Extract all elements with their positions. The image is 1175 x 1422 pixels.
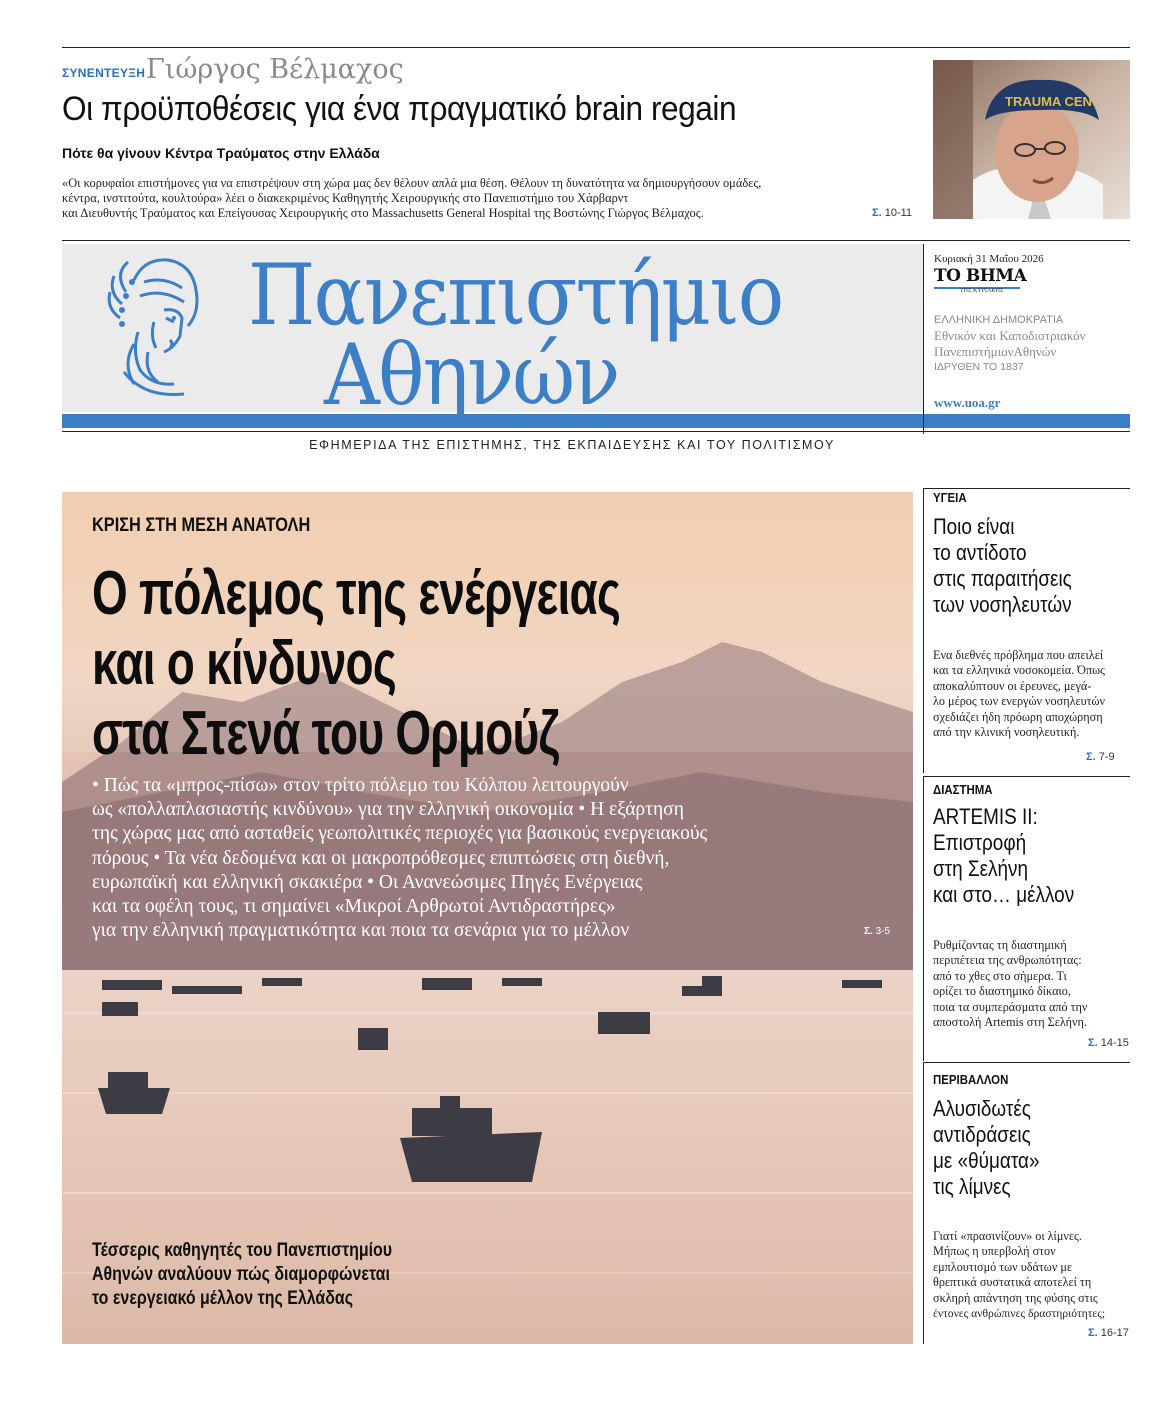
space-headline-line: στη Σελήνη xyxy=(933,856,1029,881)
divider xyxy=(923,488,924,773)
main-headline[interactable]: Ο πόλεμος της ενέργειας xyxy=(92,559,621,628)
ref-pages: 16-17 xyxy=(1100,1327,1129,1339)
health-headline[interactable] xyxy=(933,514,1072,618)
deck-line: ως «πολλαπλασιαστής κινδύνου» για την ελληνική οικονομία • Η εξάρτηση xyxy=(92,799,684,821)
ref-pages: 10-11 xyxy=(884,207,913,219)
section-label-space: ΔΙΑΣΤΗΜΑ xyxy=(933,782,993,797)
main-page-ref[interactable] xyxy=(864,926,890,937)
cap-text: TRAUMA CEN xyxy=(1005,94,1092,109)
ref-pages: 14-15 xyxy=(1100,1037,1129,1049)
ref-prefix: Σ. xyxy=(1086,751,1096,763)
space-headline[interactable] xyxy=(933,804,1074,908)
health-headline-line: το αντίδοτο xyxy=(933,540,1027,565)
health-body-line: Ενα διεθνές πρόβλημα που απειλεί xyxy=(933,648,1104,662)
section-label-environment: ΠΕΡΙΒΑΛΛΟΝ xyxy=(933,1072,1009,1087)
caption-line: Αθηνών αναλύουν πώς διαμορφώνεται xyxy=(92,1264,390,1285)
deck-line: πόρους • Τα νέα δεδομένα και οι μακροπρόθεσμες επιπτώσεις στη διεθνή, xyxy=(92,847,670,869)
ref-pages: 7-9 xyxy=(1098,751,1115,763)
environment-headline-line: τις λίμνες xyxy=(933,1174,1011,1199)
main-headline[interactable]: και ο κίνδυνος xyxy=(92,629,396,698)
masthead-tagline: ΕΦΗΜΕΡΙΔΑ ΤΗΣ ΕΠΙΣΤΗΜΗΣ, ΤΗΣ ΕΚΠΑΙΔΕΥΣΗΣ ΚΑΙ ΤΟΥ ΠΟΛΙΤΙΣΜΟΥ xyxy=(309,438,835,452)
health-page-ref[interactable] xyxy=(1086,751,1115,763)
deck-line: • Πώς τα «μπρος-πίσω» στον τρίτο πόλεμο του Κόλπου λειτουργούν xyxy=(92,775,629,796)
health-headline-line: στις παραιτήσεις xyxy=(933,566,1072,591)
ref-prefix: Σ. xyxy=(1088,1037,1098,1049)
space-body-line: από το χθες στο σήμερα. Τι xyxy=(933,968,1067,983)
interview-body-line: και Διευθυντής Τραύματος και Επείγουσας Χειρουργικής στο Massachusetts General Hospital της Βοστώνης Γιώργος Βέλμαχος. xyxy=(62,206,704,220)
divider xyxy=(923,776,924,1061)
interview-title[interactable]: Οι προϋποθέσεις για ένα πραγματικό brain regain xyxy=(62,90,737,128)
space-body-line: ποια τα συμπεράσματα από την xyxy=(933,999,1088,1014)
section-label-health: ΥΓΕΙΑ xyxy=(933,490,967,505)
environment-body-line: εμπλουτισμό των υδάτων με xyxy=(933,1259,1073,1274)
caption-line: Τέσσερις καθηγητές του Πανεπιστημίου xyxy=(92,1240,393,1261)
deck-line: για την ελληνική πραγματικότητα και ποια τα σενάρια για το μέλλον xyxy=(92,920,630,942)
health-headline-line: των νοσηλευτών xyxy=(933,592,1072,617)
health-body-line: και τα ελληνικά νοσοκομεία. Όπως xyxy=(933,663,1105,678)
university-name-line1: Εθνικόν και Καποδιστριακόν xyxy=(934,328,1086,343)
environment-body-line: έντονες ανθρώπινες δραστηριότητες; xyxy=(933,1307,1106,1321)
space-body-line: ορίζει το διαστημικό δίκαιο, xyxy=(933,984,1071,999)
to-vima-logo[interactable]: ΤΟ ΒΗΜΑ xyxy=(934,266,1027,286)
interview-page-ref[interactable] xyxy=(872,207,912,219)
space-headline-line: Επιστροφή xyxy=(933,830,1027,855)
ref-prefix: Σ. xyxy=(872,207,882,219)
divider xyxy=(62,431,1130,432)
environment-body-line: Γιατί «πρασινίζουν» οι λίμνες. xyxy=(933,1229,1082,1243)
divider xyxy=(923,776,1130,777)
interview-body xyxy=(62,176,912,221)
masthead-title-line1[interactable]: Πανεπιστήμιο xyxy=(248,246,783,344)
space-page-ref[interactable] xyxy=(1088,1037,1129,1049)
divider xyxy=(923,244,924,434)
divider xyxy=(62,240,1130,241)
university-name-line2: ΠανεπιστήμιονΑθηνών xyxy=(934,344,1057,359)
environment-headline[interactable] xyxy=(933,1096,1039,1200)
health-body xyxy=(933,648,1133,740)
divider xyxy=(923,1062,1130,1063)
deck-line: και τα οφέλη τους, τι σημαίνει «Μικροί Αρθρωτοί Αντιδραστήρες» xyxy=(92,896,616,918)
divider xyxy=(923,488,1130,489)
environment-page-ref[interactable] xyxy=(1088,1327,1129,1339)
ref-pages: 3-5 xyxy=(875,926,891,937)
space-headline-line: και στο… μέλλον xyxy=(933,882,1075,907)
main-kicker: ΚΡΙΣΗ ΣΤΗ ΜΕΣΗ ΑΝΑΤΟΛΗ xyxy=(92,515,311,536)
republic-label: ΕΛΛΗΝΙΚΗ ΔΗΜΟΚΡΑΤΙΑ xyxy=(934,314,1064,326)
space-headline-line: ARTEMIS II: xyxy=(933,804,1038,829)
environment-body-line: σκληρή απάντηση της φύσης στις xyxy=(933,1290,1098,1305)
environment-headline-line: με «θύματα» xyxy=(933,1148,1040,1173)
masthead-title-line2[interactable]: Αθηνών xyxy=(324,326,619,424)
health-body-line: σχεδιάζει ήδη πρόωρη αποχώρηση xyxy=(933,709,1103,724)
environment-body-line: Μήπως η υπερβολή στον xyxy=(933,1244,1056,1259)
portrait-photo xyxy=(933,60,1130,219)
space-body-line: αποστολή Artemis στη Σελήνη. xyxy=(933,1015,1087,1030)
space-body-line: Ρυθμίζοντας τη διαστημική xyxy=(933,938,1067,952)
space-body xyxy=(933,938,1133,1030)
space-body-line: περιπέτεια της ανθρωπότητας: xyxy=(933,953,1082,968)
main-headline[interactable]: στα Στενά του Ορμούζ xyxy=(92,699,559,768)
hero-caption xyxy=(92,1239,392,1311)
ref-prefix: Σ. xyxy=(1088,1327,1098,1339)
interview-body-line: «Οι κορυφαίοι επιστήμονες για να επιστρέψουν στη χώρα μας δεν θέλουν απλά μια θέση. Θέλουν τη δυνατότητα να δημιουργήσουν ομάδες, xyxy=(62,176,762,190)
interview-body-line: κέντρα, ινστιτούτα, κουλτούρα» λέει ο διακεκριμένος Καθηγητής Χειρουργικής στο Πανεπιστήμιο του Χάρβαρντ xyxy=(62,191,629,205)
environment-headline-line: Αλυσιδωτές xyxy=(933,1096,1031,1121)
environment-headline-line: αντιδράσεις xyxy=(933,1122,1031,1147)
health-headline-line: Ποιο είναι xyxy=(933,514,1015,539)
interview-name: Γιώργος Βέλμαχος xyxy=(146,54,404,85)
website-link[interactable]: www.uoa.gr xyxy=(934,395,1001,410)
main-deck xyxy=(92,774,862,943)
divider xyxy=(923,1062,924,1344)
interview-subtitle: Πότε θα γίνουν Κέντρα Τραύματος στην Ελλάδα xyxy=(62,145,380,161)
ref-prefix: Σ. xyxy=(864,926,873,937)
environment-body-line: θρεπτικά συστατικά αποτελεί τη xyxy=(933,1275,1092,1290)
health-body-line: αποκαλύπτουν οι έρευνες, μεγά- xyxy=(933,678,1092,693)
to-vima-logo-sub: ΤΗΣ ΚΥΡΙΑΚΗΣ xyxy=(960,288,1004,294)
interview-tag: ΣΥΝΕΝΤΕΥΞΗ xyxy=(62,66,146,80)
athena-logo-icon xyxy=(104,252,208,402)
issue-date: Κυριακή 31 Μαΐου 2026 xyxy=(934,253,1044,265)
caption-line: το ενεργειακό μέλλον της Ελλάδας xyxy=(92,1288,354,1309)
environment-body xyxy=(933,1229,1133,1321)
health-body-line: λο μέρος των ενεργών νοσηλευτών xyxy=(933,694,1106,709)
health-body-line: από την κλινική νοσηλευτική. xyxy=(933,725,1080,740)
top-rule xyxy=(62,47,1130,48)
deck-line: της χώρας μας από ασταθείς γεωπολιτικές περιοχές για βασικούς ενεργειακούς xyxy=(92,823,708,845)
deck-line: ευρωπαϊκή και ελληνική σκακιέρα • Οι Ανανεώσιμες Πηγές Ενέργειας xyxy=(92,871,643,893)
founded-label: ΙΔΡΥΘΕΝ ΤΟ 1837 xyxy=(934,361,1024,373)
